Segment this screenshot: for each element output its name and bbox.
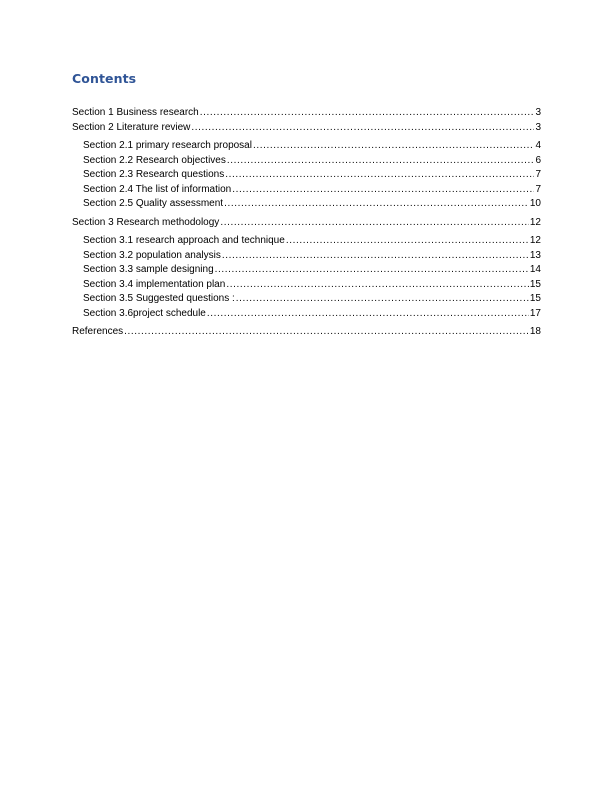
toc-entry-label: Section 3.5 Suggested questions : [83, 293, 235, 304]
dot-leader [222, 249, 529, 264]
dot-leader [207, 307, 529, 322]
toc-entry-label: Section 3.1 research approach and technique [83, 235, 285, 246]
dot-leader [215, 263, 529, 278]
toc-entry-label: Section 3 Research methodology [72, 216, 220, 228]
toc-entry-label: Section 2.5 Quality assessment [83, 198, 224, 209]
dot-leader [227, 154, 535, 169]
toc-entry-section-2-2[interactable] [72, 154, 541, 169]
dot-leader [224, 197, 529, 212]
toc-entry-section-3[interactable] [72, 216, 541, 231]
dot-leader [225, 168, 534, 183]
toc-entry-section-2-3[interactable] [72, 168, 541, 183]
dot-leader [124, 325, 529, 340]
dot-leader [286, 234, 529, 249]
dot-leader [236, 292, 529, 307]
dot-leader [226, 278, 529, 293]
dot-leader [253, 139, 534, 154]
toc-entry-label: Section 3.4 implementation plan [83, 278, 226, 290]
dot-leader [200, 106, 535, 121]
toc-entry-page-number: 4 [535, 140, 541, 151]
dot-leader [232, 183, 534, 198]
toc-entry-page-number: 15 [529, 293, 541, 304]
toc-entry-section-2-4[interactable] [72, 183, 541, 198]
toc-entry-label: Section 2.3 Research questions [83, 169, 225, 180]
toc-entry-references[interactable] [72, 325, 541, 340]
table-of-contents [72, 106, 541, 340]
toc-entry-section-3-4[interactable] [72, 278, 541, 293]
toc-entry-section-2-5[interactable] [72, 197, 541, 212]
toc-entry-page-number: 3 [535, 107, 541, 118]
toc-entry-page-number: 13 [529, 249, 541, 261]
toc-entry-label: Section 3.6project schedule [83, 307, 206, 319]
toc-entry-label: Section 2.1 primary research proposal [83, 140, 252, 151]
dot-leader [191, 121, 534, 136]
toc-entry-page-number: 14 [529, 264, 541, 275]
toc-entry-page-number: 7 [535, 169, 541, 180]
toc-entry-page-number: 3 [535, 121, 541, 133]
toc-entry-page-number: 6 [535, 154, 541, 166]
toc-entry-label: Section 2 Literature review [72, 121, 191, 133]
toc-entry-section-3-5[interactable] [72, 292, 541, 307]
toc-entry-page-number: 18 [529, 326, 541, 337]
dot-leader [220, 216, 529, 231]
toc-entry-label: Section 3.3 sample designing [83, 264, 214, 275]
toc-entry-label: Section 3.2 population analysis [83, 249, 221, 261]
toc-entry-section-3-1[interactable] [72, 234, 541, 249]
toc-entry-section-3-2[interactable] [72, 249, 541, 264]
toc-entry-page-number: 12 [529, 216, 541, 228]
toc-entry-section-3-6[interactable] [72, 307, 541, 322]
toc-entry-label: Section 1 Business research [72, 107, 199, 118]
toc-entry-section-3-3[interactable] [72, 263, 541, 278]
toc-entry-page-number: 7 [535, 183, 541, 195]
toc-heading: Contents [72, 71, 137, 86]
toc-entry-page-number: 15 [529, 278, 541, 290]
toc-entry-section-1[interactable] [72, 106, 541, 121]
toc-entry-page-number: 10 [529, 198, 541, 209]
toc-entry-page-number: 17 [529, 307, 541, 319]
toc-entry-label: References [72, 326, 124, 337]
toc-entry-page-number: 12 [529, 235, 541, 246]
toc-entry-label: Section 2.4 The list of information [83, 183, 232, 195]
toc-entry-label: Section 2.2 Research objectives [83, 154, 226, 166]
toc-entry-section-2[interactable] [72, 121, 541, 136]
toc-entry-section-2-1[interactable] [72, 139, 541, 154]
